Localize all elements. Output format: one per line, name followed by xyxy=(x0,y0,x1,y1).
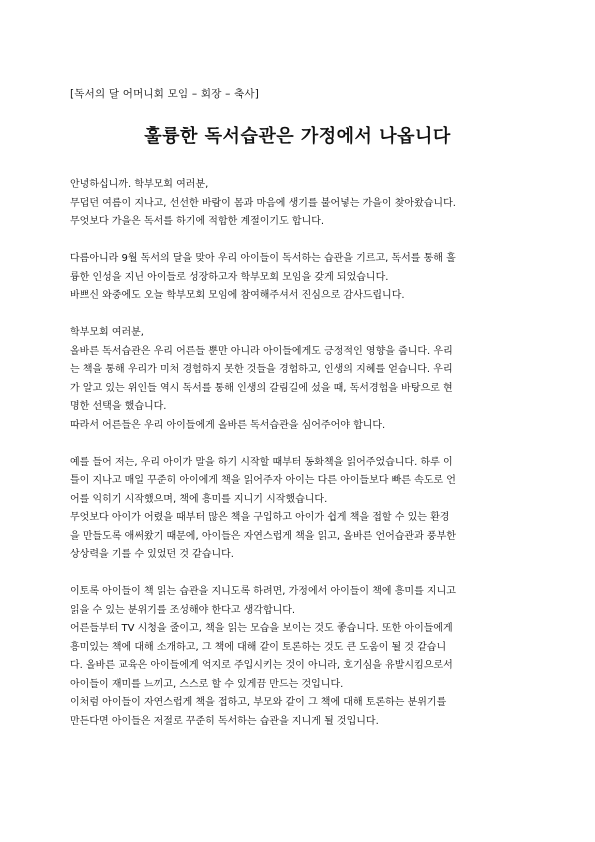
paragraph-line: 가 알고 있는 위인들 역시 독서를 통해 인생의 갈림길에 섰을 때, 독서경험을 바탕으로 현 xyxy=(70,382,453,394)
paragraph-line: 만든다면 아이들은 저절로 꾸준히 독서하는 습관을 지니게 될 것입니다. xyxy=(70,715,379,727)
paragraph-reading-habit xyxy=(70,324,525,435)
document-title: 훌륭한 독서습관은 가정에서 나옵니다 xyxy=(144,126,451,147)
paragraph-line: 어른들부터 TV 시청을 줄이고, 책을 읽는 모습을 보이는 것도 좋습니다. 또한 아이들에게 xyxy=(70,623,453,634)
paragraph-line: 무엇보다 가을은 독서를 하기에 적합한 계절이기도 합니다. xyxy=(70,216,325,227)
paragraph-line: 륭한 인성을 지닌 아이들로 성장하고자 학부모회 모임을 갖게 되었습니다. xyxy=(70,271,389,283)
paragraph-line: 어를 익히기 시작했으며, 책에 흥미를 지니기 시작했습니다. xyxy=(70,493,328,505)
paragraph-line: 안녕하십니까. 학부모회 여러분, xyxy=(70,179,209,190)
paragraph-line: 따라서 어른들은 우리 아이들에게 올바른 독서습관을 심어주어야 합니다. xyxy=(70,419,386,431)
paragraph-line: 예를 들어 저는, 우리 아이가 말을 하기 시작할 때부터 동화책을 읽어주었습니다. 하루 이 xyxy=(70,456,453,468)
paragraph-line: 무엇보다 아이가 어렸을 때부터 많은 책을 구입하고 아이가 쉽게 책을 접할 수 있는 환경 xyxy=(70,512,450,523)
paragraph-line: 을 만들도록 애써왔기 때문에, 아이들은 자연스럽게 책을 읽고, 올바른 언어습관과 풍부한 xyxy=(70,530,456,542)
paragraph-line: 이처럼 아이들이 자연스럽게 책을 접하고, 부모와 같이 그 책에 대해 토론하는 분위기를 xyxy=(70,697,447,708)
paragraph-line: 다. 올바른 교육은 아이들에게 억지로 주입시키는 것이 아니라, 호기심을 유발시킴으로서 xyxy=(70,660,453,671)
paragraph-line: 이토록 아이들이 책 읽는 습관을 지니도록 하려면, 가정에서 아이들이 책에 흥미를 지니고 xyxy=(70,586,456,597)
paragraph-example xyxy=(70,454,525,565)
document-category-tag: [독서의 달 어머니회 모임 – 회장 – 축사] xyxy=(70,88,260,100)
paragraph-line: 올바른 독서습관은 우리 어른들 뿐만 아니라 아이들에게도 긍정적인 영향을 줍니다. 우리 xyxy=(70,345,453,357)
paragraph-line: 읽을 수 있는 분위기를 조성해야 한다고 생각합니다. xyxy=(70,604,296,616)
document-body xyxy=(70,176,525,731)
paragraph-line: 상상력을 기를 수 있었던 것 같습니다. xyxy=(70,549,234,560)
paragraph-line: 틀이 지나고 매일 꾸준히 아이에게 책을 읽어주자 아이는 다른 아이들보다 빠른 속도로 언 xyxy=(70,475,456,486)
paragraph-purpose xyxy=(70,250,525,306)
paragraph-line: 바쁘신 와중에도 오늘 학부모회 모임에 참여해주셔서 진심으로 감사드립니다. xyxy=(70,290,405,301)
paragraph-line: 학부모회 여러분, xyxy=(70,327,144,338)
paragraph-line: 명한 선택을 했습니다. xyxy=(70,401,167,412)
paragraph-line: 무덥던 여름이 지나고, 선선한 바람이 몸과 마음에 생기를 불어넣는 가을이 찾아왔습니다. xyxy=(70,197,456,209)
paragraph-line: 는 책을 통해 우리가 미처 경험하지 못한 것들을 경험하고, 인생의 지혜를 얻습니다. 우리 xyxy=(70,364,453,375)
paragraph-greeting xyxy=(70,176,525,232)
paragraph-line: 아이들이 재미를 느끼고, 스스로 할 수 있게끔 만드는 것입니다. xyxy=(70,678,344,690)
paragraph-conclusion xyxy=(70,583,525,731)
paragraph-line: 다름아니라 9월 독서의 달을 맞아 우리 아이들이 독서하는 습관을 기르고, 독서를 통해 훌 xyxy=(70,253,456,264)
paragraph-line: 흥미있는 책에 대해 소개하고, 그 책에 대해 같이 토론하는 것도 큰 도움이 될 것 같습니 xyxy=(70,641,447,653)
